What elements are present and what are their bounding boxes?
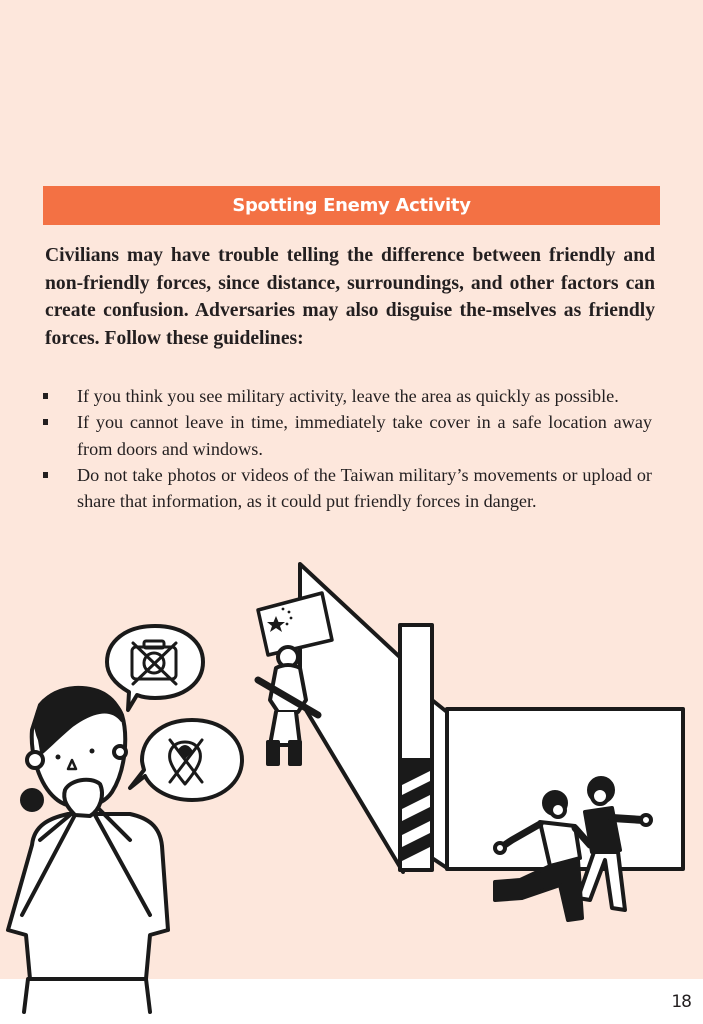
bullet-icon <box>43 472 48 478</box>
guideline-item <box>40 409 652 462</box>
speech-bubble-no-camera <box>107 626 203 710</box>
speech-bubble-no-location <box>130 720 242 800</box>
striped-pillar <box>400 625 432 870</box>
guideline-text: If you think you see military activity, leave the area as quickly as possible. <box>77 386 619 406</box>
section-title: Spotting Enemy Activity <box>232 195 471 216</box>
guidelines-list <box>40 383 652 514</box>
guideline-text: Do not take photos or videos of the Taiwan military’s movements or upload or share that information, as it could put friendly forces in danger. <box>77 464 652 512</box>
section-header <box>43 186 660 225</box>
intro-paragraph: Civilians may have trouble telling the difference between friendly and non-friendly forces, since distance, surroundings, and other factors can create confusion. Adversaries may also disguise the-mselves as friendly forces. Follow these guidelines: <box>45 245 655 349</box>
guideline-item <box>40 462 652 515</box>
bullet-icon <box>43 393 48 399</box>
illustration <box>0 560 703 1024</box>
guideline-text: If you cannot leave in time, immediately take cover in a safe location away from doors and windows. <box>77 412 652 459</box>
guideline-item <box>40 383 652 409</box>
bullet-icon <box>43 419 48 425</box>
page-number: 18 <box>671 992 691 1012</box>
worried-woman <box>8 688 168 1012</box>
